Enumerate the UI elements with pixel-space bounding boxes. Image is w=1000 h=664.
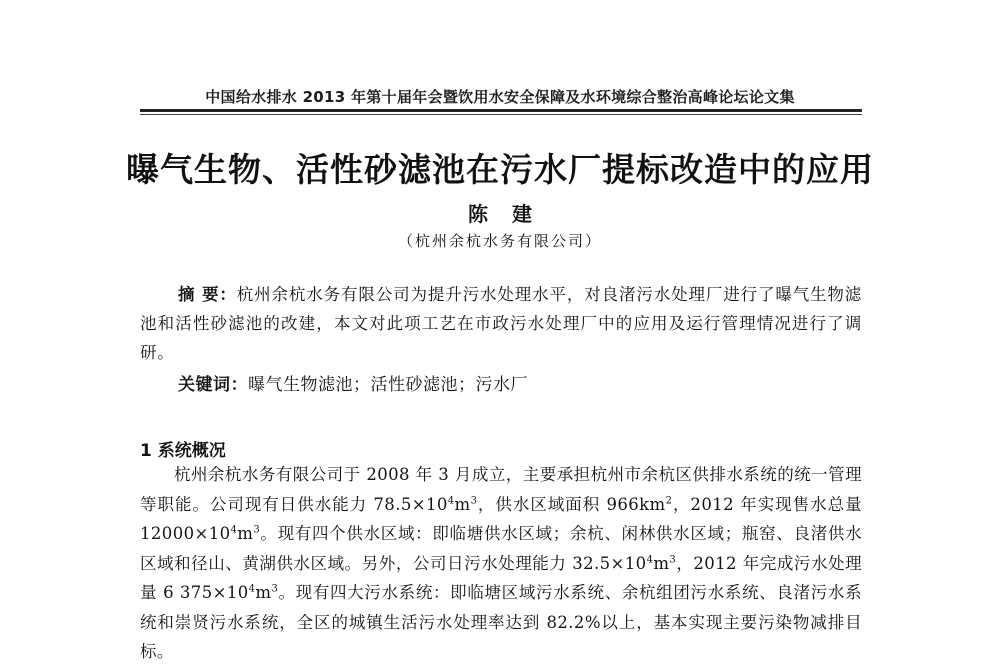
header-rule-thin <box>140 114 862 115</box>
paper-affiliation: （杭州余杭水务有限公司） <box>397 232 602 250</box>
superscript: 3 <box>271 583 279 595</box>
body-text-run: 杭州余杭水务有限公司于 2008 年 3 月成立，主要承担杭州市余杭区供排水系统的统一管理等职能。公司现有日供水能力 78.5×10 <box>140 465 862 514</box>
superscript: 4 <box>447 495 455 506</box>
superscript: 4 <box>230 524 238 536</box>
superscript: 2 <box>665 495 673 506</box>
superscript: 4 <box>248 583 256 595</box>
abstract-text: 杭州余杭水务有限公司为提升污水处理水平，对良渚污水处理厂进行了曝气生物滤池和活性砂滤池的改建，本文对此项工艺在市政污水处理厂中的应用及运行管理情况进行了调研。 <box>140 285 863 362</box>
body-paragraph <box>140 460 862 664</box>
section-heading: 1 系统概况 <box>140 441 226 461</box>
superscript: 4 <box>646 554 654 565</box>
body-text-run: m <box>237 524 254 543</box>
body-text-run: ，2012 年完成污水处理量 6 375×10 <box>140 553 862 602</box>
header-rule-thick <box>140 109 862 112</box>
body-text-run: 。现有四大污水系统：即临塘区域污水系统、余杭组团污水系统、良渚污水系统和崇贤污水系统，全区的城镇生活污水处理率达到 82.2%以上，基本实现主要污染物减排目标。 <box>140 583 862 661</box>
superscript: 3 <box>470 495 478 506</box>
paper-title: 曝气生物、活性砂滤池在污水厂提标改造中的应用 <box>126 150 874 189</box>
body-text-run: m <box>255 583 272 602</box>
body-text-run: ，供水区域面积 966km <box>477 494 666 514</box>
body-text-run: m <box>454 494 471 514</box>
running-header: 中国给水排水 2013 年第十届年会暨饮用水安全保障及水环境综合整治高峰论坛论文集 <box>205 88 795 106</box>
body-text-run: 。现有四个供水区域：即临塘供水区域；余杭、闲林供水区域；瓶窑、良渚供水区域和径山、黄湖供水区域。另外，公司日污水处理能力 32.5×10 <box>140 524 862 573</box>
abstract-label: 摘 要： <box>178 285 237 304</box>
body-text-run: m <box>653 553 670 573</box>
keywords-label: 关键词： <box>178 375 248 395</box>
keywords-text: 曝气生物滤池；活性砂滤池；污水厂 <box>248 375 528 395</box>
keywords-line <box>178 370 528 395</box>
body-text-run: ，2012 年实现售水总量 12000×10 <box>140 494 862 543</box>
paper-author: 陈建 <box>468 202 556 226</box>
superscript: 3 <box>669 554 677 565</box>
abstract-paragraph <box>140 280 862 367</box>
superscript: 3 <box>253 524 261 536</box>
